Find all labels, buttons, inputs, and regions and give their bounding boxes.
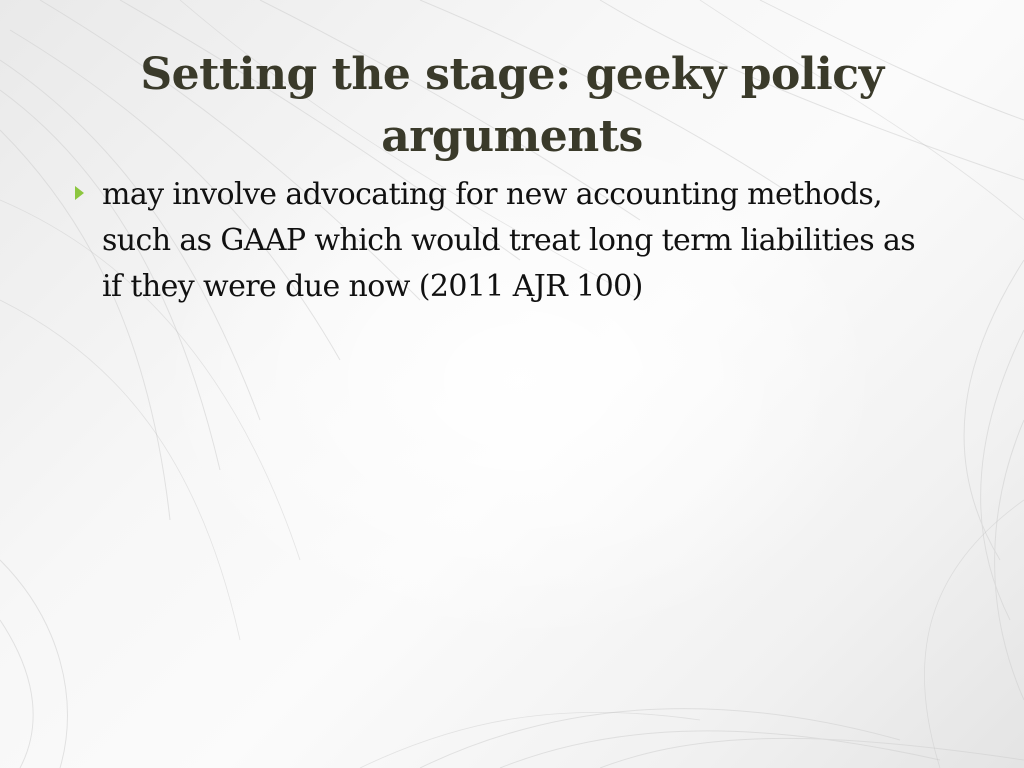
bullet-list [72, 172, 922, 310]
slide-title: Setting the stage: geeky policy arguments [140, 49, 884, 162]
list-item [72, 172, 922, 310]
triangle-right-icon [75, 186, 84, 200]
bullet-text: may involve advocating for new accounting methods, such as GAAP which would treat long term liabilities as if they were due now (2011 AJR 100) [102, 177, 916, 304]
